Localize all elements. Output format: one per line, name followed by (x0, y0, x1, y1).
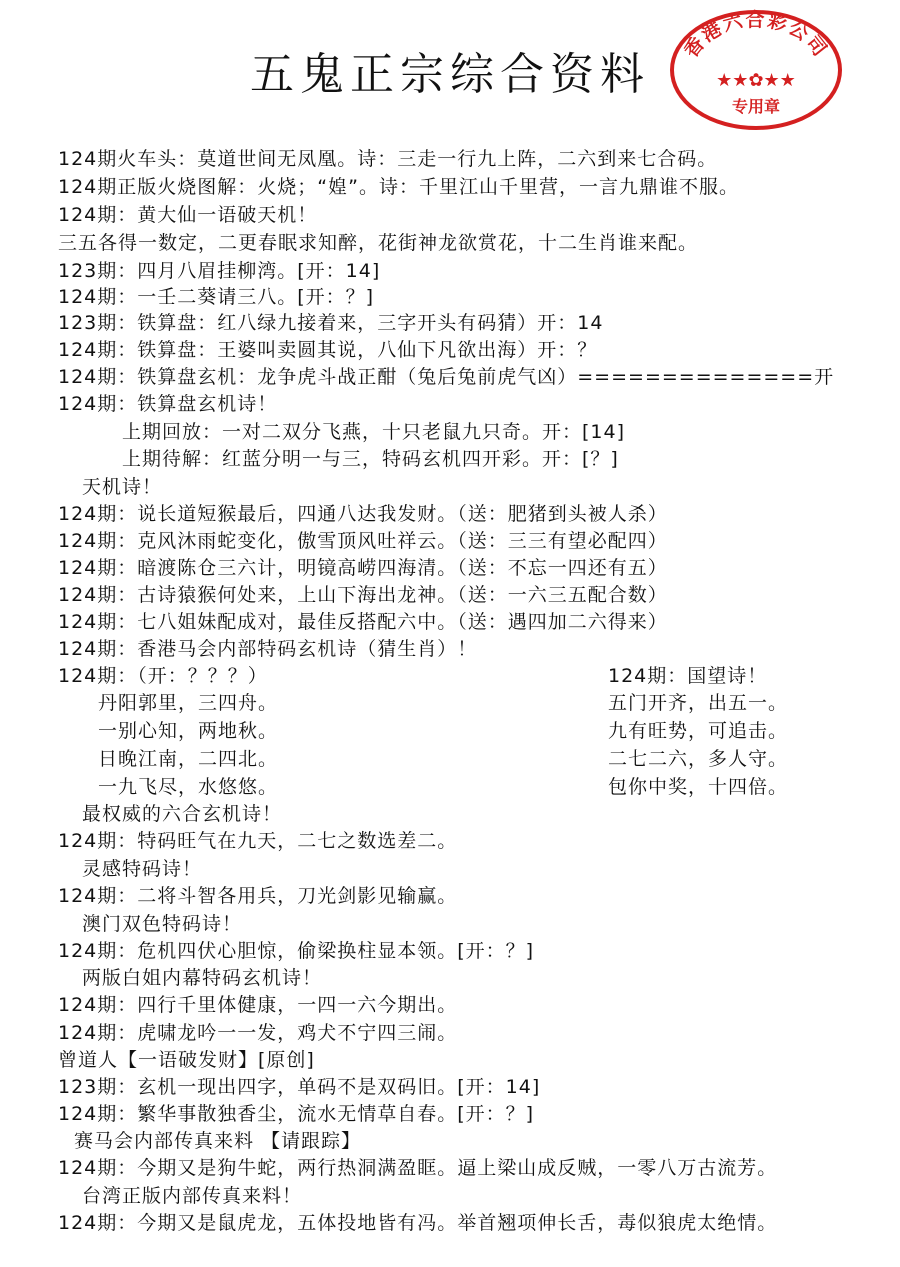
text-line: 124期：特码旺气在九天，二七之数选差二。 (58, 830, 458, 852)
section-heading: 两版白姐内幕特码玄机诗！ (82, 967, 323, 989)
right-poem-line: 124期：国望诗！ (608, 665, 768, 687)
text-line: 124期：虎啸龙吟一一发，鸡犬不宁四三闹。 (58, 1022, 458, 1044)
page-title: 五鬼正宗综合资料 (250, 49, 650, 100)
right-poem-line: 九有旺势，可追击。 (608, 720, 789, 742)
right-poem-line: 包你中奖，十四倍。 (608, 776, 789, 798)
text-line: 124期：克风沐雨蛇变化，傲雪顶风吐祥云。（送：三三有望必配四） (58, 530, 668, 552)
text-line: 124期：铁算盘：王婆叫卖圆其说，八仙下凡欲出海）开：？ (58, 339, 598, 361)
text-line: 124期：今期又是狗牛蛇，两行热洞满盈眶。逼上梁山成反贼，一零八万古流芳。 (58, 1157, 778, 1179)
svg-text:香港六合彩公司: 香港六合彩公司 (680, 9, 832, 62)
section-heading: 赛马会内部传真来料 【请跟踪】 (74, 1130, 362, 1152)
text-line: 124期：一壬二葵请三八。[开：？] (58, 286, 375, 308)
svg-text:专用章: 专用章 (731, 97, 781, 116)
text-line: 123期：四月八眉挂柳湾。[开：14] (58, 260, 381, 282)
section-heading: 台湾正版内部传真来料！ (82, 1185, 303, 1207)
text-line: 曾道人【一语破发财】[原创] (58, 1049, 315, 1071)
text-line: 124期正版火烧图解：火烧；“媓”。诗：千里江山千里营，一言九鼎谁不服。 (58, 176, 739, 198)
text-line: 124期：七八姐妹配成对，最佳反搭配六中。（送：遇四加二六得来） (58, 611, 668, 633)
company-seal-stamp (668, 8, 844, 132)
text-line: 124期：（开：？？？） (58, 665, 268, 687)
text-line: 124期：二将斗智各用兵，刀光剑影见输赢。 (58, 885, 458, 907)
text-line: 124期：古诗猿猴何处来，上山下海出龙神。（送：一六三五配合数） (58, 584, 668, 606)
poem-line: 一九飞尽，水悠悠。 (98, 776, 279, 798)
text-line: 124期：铁算盘玄机诗！ (58, 393, 278, 415)
text-line: 124期：今期又是鼠虎龙，五体投地皆有冯。举首翘项伸长舌，毒似狼虎太绝情。 (58, 1212, 778, 1234)
text-line: 124期：繁华事散独香尘，流水无情草自春。[开：？] (58, 1103, 535, 1125)
text-line: 124期：危机四伏心胆惊，偷梁换柱显本领。[开：？] (58, 940, 535, 962)
text-line: 124期：香港马会内部特码玄机诗（猜生肖）！ (58, 638, 478, 660)
svg-text:★★✿★★: ★★✿★★ (716, 70, 796, 91)
text-line: 124期：四行千里体健康，一四一六今期出。 (58, 994, 458, 1016)
text-line: 上期待解：红蓝分明一与三，特码玄机四开彩。开：[？] (122, 448, 619, 470)
section-heading: 天机诗！ (82, 476, 163, 498)
right-poem-line: 五门开齐，出五一。 (608, 692, 789, 714)
section-heading: 澳门双色特码诗！ (82, 913, 243, 935)
text-line: 123期：铁算盘：红八绿九接着来，三字开头有码猜）开：14 (58, 312, 604, 334)
text-line: 三五各得一数定，二更春眠求知醉，花街神龙欲赏花，十二生肖谁来配。 (58, 232, 699, 254)
poem-line: 日晚江南，二四北。 (98, 748, 279, 770)
section-heading: 最权威的六合玄机诗！ (82, 803, 283, 825)
poem-line: 丹阳郭里，三四舟。 (98, 692, 279, 714)
text-line: 124期：说长道短猴最后，四通八达我发财。（送：肥猪到头被人杀） (58, 503, 668, 525)
section-heading: 灵感特码诗！ (82, 858, 203, 880)
text-line: 124期：暗渡陈仓三六计，明镜高崂四海清。（送：不忘一四还有五） (58, 557, 668, 579)
right-poem-line: 二七二六，多人守。 (608, 748, 789, 770)
text-line: 123期：玄机一现出四字，单码不是双码旧。[开：14] (58, 1076, 541, 1098)
text-line: 124期：黄大仙一语破天机！ (58, 204, 318, 226)
poem-line: 一别心知，两地秋。 (98, 720, 279, 742)
text-line: 124期火车头：莫道世间无凤凰。诗：三走一行九上阵，二六到来七合码。 (58, 148, 718, 170)
text-line: 上期回放：一对二双分飞燕，十只老鼠九只奇。开：[14] (122, 421, 626, 443)
text-line: 124期：铁算盘玄机：龙争虎斗战正酣（兔后兔前虎气凶）==============开 (58, 366, 835, 388)
